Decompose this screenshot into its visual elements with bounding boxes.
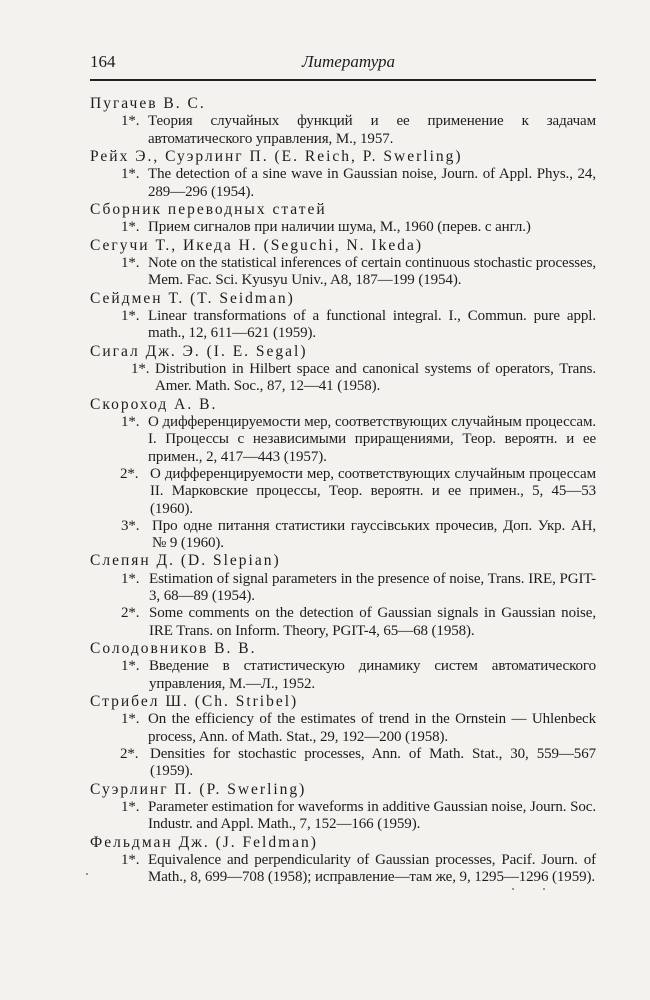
header-rule <box>90 79 596 81</box>
page-number: 164 <box>90 52 116 71</box>
bib-entry <box>90 290 596 343</box>
work-text: Введение в статистическую динамику систем автоматического управления, М.—Л., 1952. <box>149 658 596 692</box>
work-text: О дифференцируемости мер, соответствующих случайным процессам. I. Процессы с независимыми приращениями, Теор. вероятн. и ее примен., 2, 417—443 (1957). <box>148 414 596 465</box>
work-text: The detection of a sine wave in Gaussian noise, Journ. of Appl. Phys., 24, 289—296 (1954). <box>148 166 596 200</box>
entry-author: Сборник переводных статей <box>90 201 327 218</box>
entry-work <box>90 571 596 606</box>
work-number: 1*. <box>121 219 140 236</box>
work-number: 1*. <box>121 113 140 130</box>
bib-entry <box>90 552 596 640</box>
work-number: 1*. <box>131 361 150 378</box>
entry-work <box>90 361 596 396</box>
entry-work <box>90 113 596 148</box>
bib-entry <box>90 343 596 396</box>
entry-author: Рейх Э., Суэрлинг П. (E. Reich, P. Swerling) <box>90 148 463 165</box>
work-text: Equivalence and perpendicularity of Gaussian processes, Pacif. Journ. of Math., 8, 699—708 (1958); исправление—там же, 9, 1295—1296 (1959). <box>148 852 596 886</box>
running-title: Литература <box>302 52 396 71</box>
entry-work <box>90 658 596 693</box>
entry-work <box>90 466 596 518</box>
entry-author: Скороход А. В. <box>90 395 218 413</box>
entry-author: Пугачев В. С. <box>90 95 206 112</box>
entry-work <box>90 852 596 887</box>
bib-entry <box>90 237 596 290</box>
bib-entry <box>90 201 596 237</box>
work-number: 2*. <box>120 466 139 482</box>
entry-author: Солодовников В. В. <box>90 640 257 658</box>
entry-work <box>90 166 596 201</box>
entry-work <box>90 219 596 236</box>
work-text: Parameter estimation for waveforms in additive Gaussian noise, Journ. Soc. Industr. and Appl. Math., 7, 152—166 (1959). <box>148 799 596 833</box>
bib-entry <box>90 834 596 887</box>
entry-author: Слепян Д. (D. Slepian) <box>90 552 281 570</box>
work-text: On the efficiency of the estimates of trend in the Ornstein — Uhlenbeck process, Ann. of Math. Stat., 29, 192—200 (1958). <box>148 711 596 745</box>
entry-work <box>90 746 596 781</box>
work-text: Прием сигналов при наличии шума, М., 1960 (перев. с англ.) <box>148 219 531 236</box>
entry-author: Суэрлинг П. (P. Swerling) <box>90 780 307 798</box>
work-number: 2*. <box>121 605 140 622</box>
work-text: Про однe питання статистики гауссiвських прочесив, Доп. Укр. АН, № 9 (1960). <box>152 517 596 552</box>
scan-speck <box>543 888 545 890</box>
work-text: Note on the statistical inferences of certain continuous stochastic processes, Mem. Fac. Sci. Kyusyu Univ., A8, 187—199 (1954). <box>148 255 596 289</box>
bib-entry <box>90 95 596 148</box>
work-text: Теория случайных функций и ее применение к задачам автоматического управления, М., 1957. <box>148 113 596 147</box>
work-text: Some comments on the detection of Gaussian signals in Gaussian noise, IRE Trans. on Inform. Theory, PGIT-4, 65—68 (1958). <box>149 605 596 639</box>
scan-speck <box>512 888 514 890</box>
bib-entry <box>90 640 596 693</box>
work-text: Estimation of signal parameters in the presence of noise, Trans. IRE, PGIT-3, 68—89 (1954). <box>149 570 596 605</box>
work-number: 3*. <box>121 517 140 534</box>
work-text: О дифференцируемости мер, соответствующих случайным процессам II. Марковские процессы, Теор. вероятн. и ее примен., 5, 45—53 (1960). <box>150 466 596 517</box>
work-number: 1*. <box>121 255 140 272</box>
work-number: 1*. <box>121 799 140 816</box>
entry-author: Сейдмен Т. (T. Seidman) <box>90 289 295 307</box>
entry-work <box>90 711 596 746</box>
entry-author: Стрибел Ш. (Ch. Stribel) <box>90 693 299 711</box>
work-number: 1*. <box>121 658 140 675</box>
entry-work <box>90 605 596 640</box>
page-header <box>90 52 596 78</box>
work-text: Distribution in Hilbert space and canonical systems of operators, Trans. Amer. Math. Soc., 87, 12—41 (1958). <box>155 361 596 395</box>
work-number: 1*. <box>121 414 140 431</box>
work-text: Densities for stochastic processes, Ann. of Math. Stat., 30, 559—567 (1959). <box>150 746 596 780</box>
bibliography-list <box>90 95 596 887</box>
work-text: Linear transformations of a functional integral. I., Commun. pure appl. math., 12, 611—621 (1959). <box>148 308 596 342</box>
entry-author: Сигал Дж. Э. (I. E. Segal) <box>90 342 308 360</box>
entry-work <box>90 308 596 343</box>
entry-author: Сегучи Т., Икеда Н. (Seguchi, N. Ikeda) <box>90 236 423 254</box>
work-number: 1*. <box>121 570 140 587</box>
bib-entry <box>90 693 596 781</box>
entry-work <box>90 255 596 290</box>
work-number: 1*. <box>121 711 140 728</box>
work-number: 1*. <box>121 166 140 183</box>
bib-entry <box>90 148 596 201</box>
work-number: 1*. <box>121 852 140 869</box>
entry-work <box>90 518 596 553</box>
bib-entry <box>90 396 596 553</box>
work-number: 1*. <box>121 308 140 325</box>
entry-work <box>90 414 596 466</box>
entry-author: Фельдман Дж. (J. Feldman) <box>90 833 318 851</box>
work-number: 2*. <box>120 746 139 763</box>
bib-entry <box>90 781 596 834</box>
scan-speck <box>86 873 88 875</box>
entry-work <box>90 799 596 834</box>
